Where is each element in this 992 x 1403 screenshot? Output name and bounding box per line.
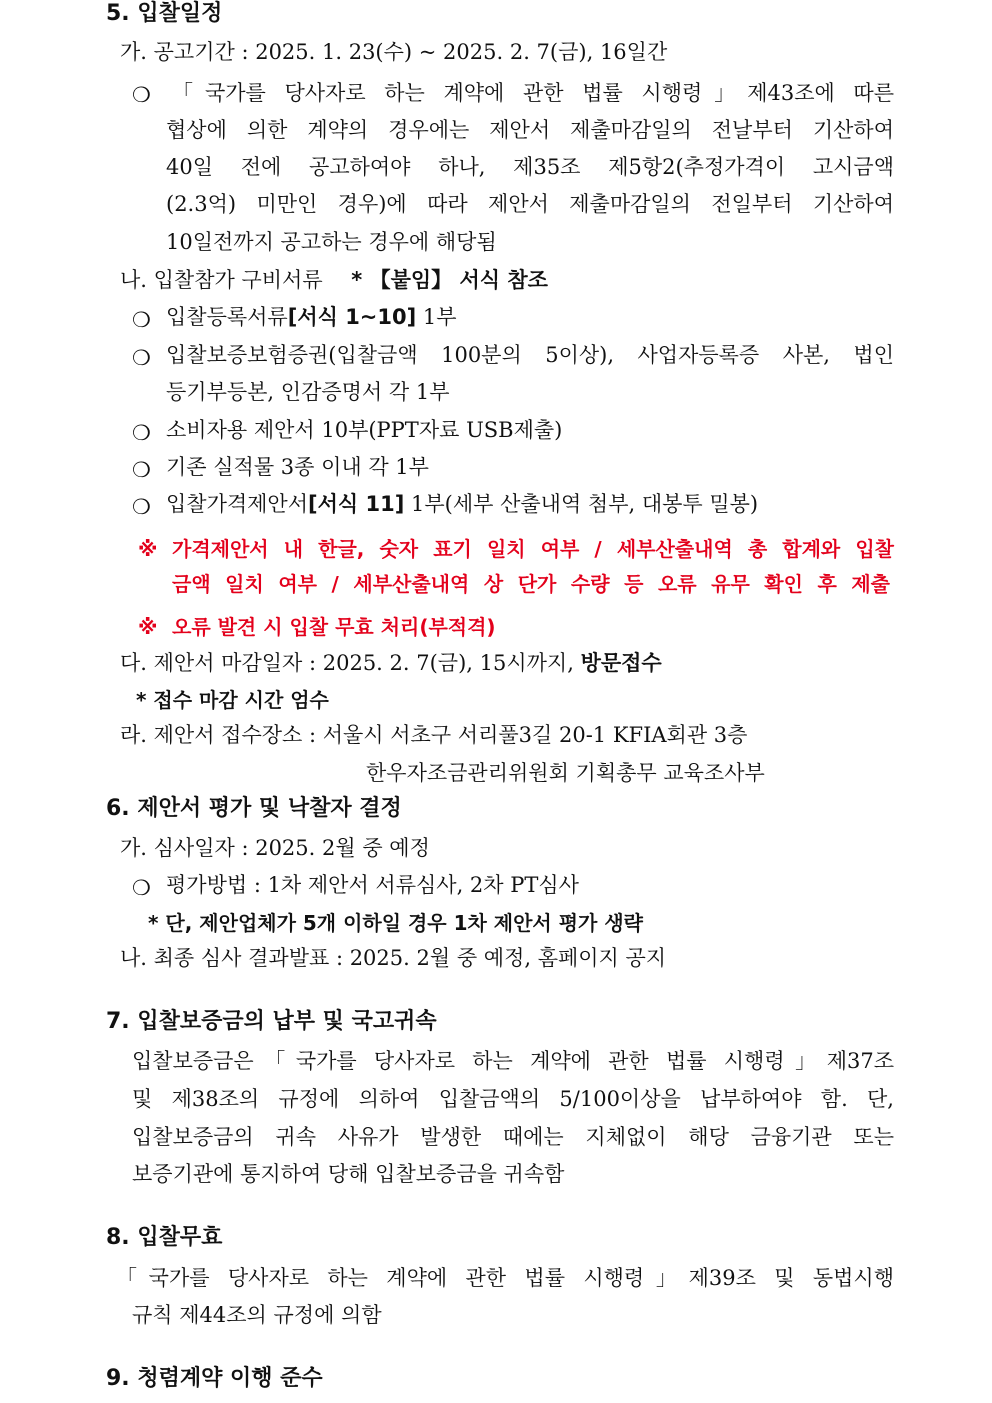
- bullet-icon: ❍: [132, 421, 151, 445]
- invalid-line-2: 규칙 제44조의 규정에 의함: [132, 1303, 382, 1327]
- submission-place-cont: 한우자조금관리위원회 기획총무 교육조사부: [366, 761, 765, 785]
- evaluation-method: 평가방법 : 1차 제안서 서류심사, 2차 PT심사: [166, 873, 579, 897]
- notice-period: 가. 공고기간 : 2025. 1. 23(수) ~ 2025. 2. 7(금), 16일간: [120, 40, 668, 64]
- warning-mark-icon: ※: [138, 615, 158, 639]
- warning-line-3: 오류 발견 시 입찰 무효 처리(부적격): [172, 615, 496, 639]
- deposit-line-3: 입찰보증금의 귀속 사유가 발생한 때에는 지체없이 해당 금융기관 또는: [132, 1125, 894, 1149]
- section-8-heading: 8. 입찰무효: [106, 1225, 223, 1250]
- review-date: 가. 심사일자 : 2025. 2월 중 예정: [120, 836, 430, 860]
- notice-basis-line-3: 40일 전에 공고하여야 하나, 제35조 제5항2(추정가격이 고시금액: [166, 155, 894, 179]
- deposit-line-1: 입찰보증금은「국가를 당사자로 하는 계약에 관한 법률 시행령」제37조: [132, 1049, 894, 1073]
- bullet-icon: ❍: [132, 308, 151, 332]
- notice-basis-line-4: (2.3억) 미만인 경우)에 따라 제안서 제출마감일의 전일부터 기산하여: [166, 192, 894, 216]
- deadline: 다. 제안서 마감일자 : 2025. 2. 7(금), 15시까지, 방문접수: [120, 651, 662, 675]
- evaluation-note: * 단, 제안업체가 5개 이하일 경우 1차 제안서 평가 생략: [148, 911, 643, 935]
- section-6-heading: 6. 제안서 평가 및 낙찰자 결정: [106, 796, 402, 821]
- bullet-icon: ❍: [132, 495, 151, 519]
- notice-basis-line-2: 협상에 의한 계약의 경우에는 제안서 제출마감일의 전날부터 기산하여: [166, 118, 894, 142]
- warning-line-1: 가격제안서 내 한글, 숫자 표기 일치 여부 / 세부산출내역 총 합계와 입찰: [172, 537, 894, 561]
- doc-item-4: 기존 실적물 3종 이내 각 1부: [166, 455, 429, 479]
- notice-basis-line-5: 10일전까지 공고하는 경우에 해당됨: [166, 230, 497, 254]
- bullet-icon: ❍: [132, 876, 151, 900]
- section-5-heading: 5. 입찰일정: [106, 1, 223, 26]
- deposit-line-4: 보증기관에 통지하여 당해 입찰보증금을 귀속함: [132, 1162, 565, 1186]
- deposit-line-2: 및 제38조의 규정에 의하여 입찰금액의 5/100이상을 납부하여야 함. 단,: [132, 1087, 894, 1111]
- warning-line-2: 금액 일치 여부 / 세부산출내역 상 단가 수량 등 오류 유무 확인 후 제출: [172, 572, 890, 596]
- doc-item-3: 소비자용 제안서 10부(PPT자료 USB제출): [166, 418, 563, 442]
- doc-item-1: 입찰등록서류[서식 1~10] 1부: [166, 305, 457, 329]
- bullet-icon: ❍: [132, 458, 151, 482]
- doc-item-2: 입찰보증보험증권(입찰금액 100분의 5이상), 사업자등록증 사본, 법인: [166, 343, 894, 367]
- bullet-icon: ❍: [132, 346, 151, 370]
- section-9-heading: 9. 청렴계약 이행 준수: [106, 1366, 323, 1391]
- deadline-note: * 접수 마감 시간 엄수: [136, 688, 329, 712]
- required-docs-title: 나. 입찰참가 구비서류: [120, 268, 323, 292]
- submission-place: 라. 제안서 접수장소 : 서울시 서초구 서리풀3길 20-1 KFIA회관 3층: [120, 723, 748, 747]
- final-result: 나. 최종 심사 결과발표 : 2025. 2월 중 예정, 홈페이지 공지: [120, 946, 667, 970]
- invalid-line-1: 「국가를 당사자로 하는 계약에 관한 법률 시행령」제39조 및 동법시행: [116, 1266, 894, 1290]
- required-docs-label: [120, 266, 548, 294]
- section-7-heading: 7. 입찰보증금의 납부 및 국고귀속: [106, 1009, 437, 1034]
- doc-item-5: 입찰가격제안서[서식 11] 1부(세부 산출내역 첨부, 대봉투 밀봉): [166, 492, 759, 516]
- notice-basis-line-1: 「국가를 당사자로 하는 계약에 관한 법률 시행령」제43조에 따른: [172, 81, 894, 105]
- warning-mark-icon: ※: [138, 537, 158, 561]
- attachment-note: * 【붙임】 서식 참조: [351, 268, 548, 292]
- doc-item-2-cont: 등기부등본, 인감증명서 각 1부: [166, 380, 450, 404]
- bullet-icon: ❍: [132, 83, 151, 107]
